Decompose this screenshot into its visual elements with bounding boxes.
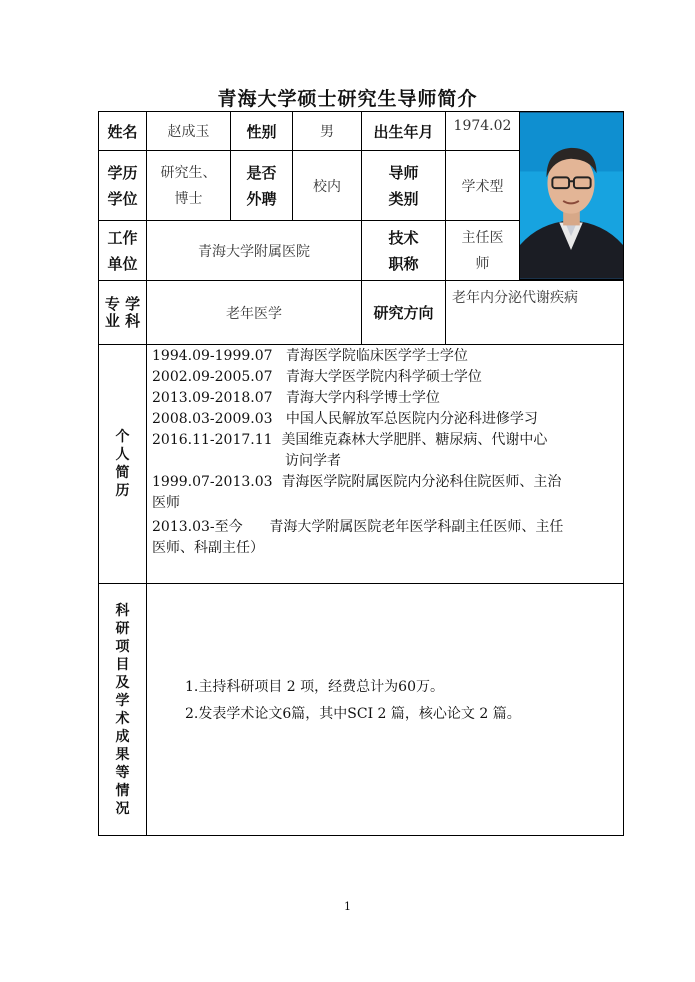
page-number: 1: [344, 900, 351, 913]
portrait-photo: [519, 111, 624, 280]
work-unit-label: [98, 220, 147, 281]
resume-label-char: 个: [115, 429, 130, 445]
achievements-label-char: 研: [115, 620, 130, 637]
resume-period: 2008.03-2009.03: [152, 411, 273, 427]
resume-entry: [152, 430, 620, 451]
external-hire-label-line2: 外聘: [246, 189, 277, 208]
resume-period: 1999.07-2013.03: [152, 474, 273, 490]
resume-period: 2002.09-2005.07: [152, 369, 273, 385]
education-value-line2: 博士: [174, 190, 203, 207]
resume-text: 青海大学附属医院老年医学科副主任医师、主任: [269, 519, 564, 535]
achievements-label-char: 情: [115, 782, 130, 799]
resume-text: 青海医学院临床医学学士学位: [285, 348, 468, 364]
resume-period: 2013.03-至今: [152, 519, 243, 535]
resume-entry-continued: 访问学者: [285, 453, 341, 469]
major-label-line1: 专 学: [104, 294, 141, 313]
resume-entry: [152, 409, 620, 430]
achievements-label-char: 项: [115, 638, 130, 655]
page-title: 青海大学硕士研究生导师简介: [217, 88, 478, 110]
resume-period: 2013.09-2018.07: [152, 390, 273, 406]
resume-period: 2016.11-2017.11: [152, 432, 273, 448]
resume-text: 青海大学医学院内科学硕士学位: [285, 369, 482, 385]
major-label-line2: 业 科: [104, 311, 141, 330]
achievements-label-char: 目: [115, 656, 130, 673]
resume-period: 1994.09-1999.07: [152, 348, 273, 364]
name-value: 赵成玉: [146, 111, 231, 151]
tech-title-label: [361, 220, 446, 281]
resume-entry: [152, 346, 620, 367]
tech-title-value-line1: 主任医: [461, 229, 504, 246]
work-unit-label-line2: 单位: [107, 254, 138, 273]
resume-label-char: 简: [115, 465, 130, 481]
resume-text: 青海医学院附属医院内分泌科住院医师、主治: [281, 474, 562, 490]
education-value: [146, 150, 231, 221]
achievements-label-char: 况: [115, 800, 130, 817]
resume-entry: [152, 367, 620, 388]
resume-label-char: 历: [115, 483, 130, 499]
tech-title-value-line2: 师: [475, 255, 490, 272]
name-label: 姓名: [98, 111, 147, 151]
resume-text: 中国人民解放军总医院内分泌科进修学习: [285, 411, 538, 427]
major-label: [98, 280, 147, 345]
resume-label-char: 人: [115, 447, 130, 463]
education-label-line1: 学历: [107, 163, 138, 182]
education-label-line2: 学位: [107, 189, 138, 208]
work-unit-value: 青海大学附属医院: [146, 220, 362, 281]
resume-entry-continued: 医师、科副主任）: [152, 540, 264, 556]
resume-text: 美国维克森林大学肥胖、糖尿病、代谢中心: [281, 432, 548, 448]
resume-text: 青海大学内科学博士学位: [285, 390, 440, 406]
achievements-label-char: 成: [115, 728, 130, 745]
mentor-type-label-line2: 类别: [388, 189, 419, 208]
gender-label: 性别: [230, 111, 293, 151]
birth-value: 1974.02: [445, 111, 520, 151]
achievements-label-char: 及: [115, 674, 130, 691]
resume-entry-continued: 医师: [152, 495, 180, 511]
achievements-label: [98, 583, 147, 836]
achievements-label-char: 学: [115, 692, 130, 709]
portrait-image: [520, 111, 623, 280]
achievements-label-char: 果: [115, 746, 130, 763]
tech-title-value: [445, 220, 520, 281]
research-direction-value: 老年内分泌代谢疾病: [445, 280, 624, 345]
mentor-type-label: [361, 150, 446, 221]
major-value: 老年医学: [146, 280, 362, 345]
external-hire-label: [230, 150, 293, 221]
resume-entry: [152, 388, 620, 409]
achievements-label-char: 科: [115, 602, 130, 619]
external-hire-label-line1: 是否: [246, 163, 277, 182]
mentor-type-value: 学术型: [445, 150, 520, 221]
achievements-label-char: 术: [115, 710, 130, 727]
resume-list: [152, 346, 620, 559]
gender-value: 男: [292, 111, 362, 151]
education-label: [98, 150, 147, 221]
tech-title-label-line2: 职称: [388, 254, 419, 273]
achievements-label-char: 等: [115, 764, 130, 781]
external-hire-value: 校内: [292, 150, 362, 221]
achievement-item: 2.发表学术论文6篇，其中SCI 2 篇，核心论文 2 篇。: [185, 706, 521, 722]
education-value-line1: 研究生、: [160, 164, 217, 181]
tech-title-label-line1: 技术: [388, 228, 419, 247]
achievement-item: 1.主持科研项目 2 项，经费总计为60万。: [185, 679, 444, 695]
resume-entry: [152, 472, 620, 493]
birth-label: 出生年月: [361, 111, 446, 151]
mentor-type-label-line1: 导师: [388, 163, 419, 182]
research-direction-label: 研究方向: [361, 280, 446, 345]
resume-label: [98, 344, 147, 584]
resume-entry: [152, 517, 620, 538]
work-unit-label-line1: 工作: [107, 228, 138, 247]
